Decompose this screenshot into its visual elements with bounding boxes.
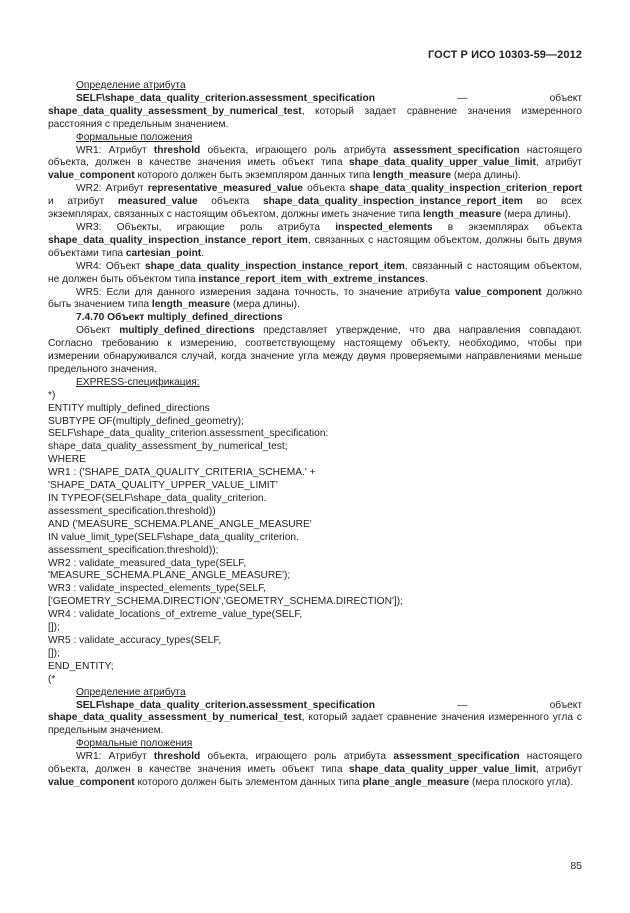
document-body [48,80,582,790]
code-line: 'MEASURE_SCHEMA.PLANE_ANGLE_MEASURE'); [48,570,291,582]
code-line: assessment_specification.threshold)) [48,505,216,517]
bold-term: cartesian_point [125,247,202,259]
rule-wr3 [48,222,582,261]
text-run: настоящего объекта, должен в качестве значения иметь объект типа [48,751,583,776]
bold-term: assessment_specification [393,144,520,156]
bold-term: shape_data_quality_inspection_instance_report_item [262,196,523,208]
text-run: WR1: Атрибут [76,751,154,763]
code-line: WHERE [48,454,86,466]
code-line: []); [48,622,60,634]
text-run: которого должен быть экземпляром данных типа [134,170,373,182]
code-line: []); [48,647,60,659]
bold-term: assessment_specification [393,751,520,763]
text-run: , который задает сравнение значения измеренного угла с предельным значением. [48,712,582,737]
bold-term: inspected_elements [335,221,433,233]
bold-term: value_component [454,286,542,298]
text-run: настоящего объекта, должен в качестве значения иметь объект типа [48,144,583,169]
express-heading: EXPRESS-спецификация: [76,376,200,388]
code-line: WR4 : validate_locations_of_extreme_value_type(SELF, [48,609,303,621]
bold-term: length_measure [151,299,231,311]
code-line: assessment_specification.threshold)); [48,544,219,556]
text-run: во всех экземплярах, связанных с настоящим объектом, должны иметь значение типа [48,196,582,221]
text-run: WR2: Атрибут [76,183,148,195]
formal-propositions-heading-2: Формальные положения [76,738,193,750]
formal-propositions-heading: Формальные положения [76,131,193,143]
text-run: (мера длины). [501,209,571,221]
text-run: Объект [76,325,120,337]
code-line: ['GEOMETRY_SCHEMA.DIRECTION','GEOMETRY_SCHEMA.DIRECTION']); [48,596,403,608]
rule-wr5 [48,287,582,313]
code-line: END_ENTITY; [48,660,114,672]
code-line: SELF\shape_data_quality_criterion.assessment_specification: [48,428,329,440]
rule-wr2 [48,183,582,222]
text-run: (мера плоского угла). [469,776,574,788]
rule-wr1-2 [48,751,582,790]
code-line: shape_data_quality_assessment_by_numerical_test; [48,441,288,453]
document-header: ГОСТ Р ИСО 10303-59—2012 [427,49,582,61]
code-line: WR2 : validate_measured_data_type(SELF, [48,557,247,569]
attr-def-heading: Определение атрибута [76,80,186,91]
bold-term: value_component [48,170,135,182]
code-line: IN value_limit_type(SELF\shape_data_quality_criterion. [48,531,299,543]
text-run: — объект [374,699,582,711]
text-run: которого должен быть элементом данных типа [134,776,363,788]
text-run: WR3: Объекты, играющие роль атрибута [76,221,336,233]
text-run: (мера длины). [451,170,521,182]
text-run: в экземплярах объекта [432,221,582,233]
text-run: WR5: Если для данного измерения задана точность, то значение атрибута [76,286,455,298]
bold-term: shape_data_quality_upper_value_limit [349,157,536,169]
bold-term: representative_measured_value [147,183,303,195]
express-code-block [48,390,582,687]
rule-wr1 [48,145,582,184]
bold-term: shape_data_quality_assessment_by_numerical_test [48,712,302,724]
rule-wr4 [48,261,582,287]
text-run: и атрибут [48,196,118,208]
bold-term: SELF\shape_data_quality_criterion.assessment_specification [76,699,375,711]
text-run: объекта, играющего роль атрибута [200,751,394,763]
bold-term: instance_report_item_with_extreme_instances [198,273,426,285]
bold-term: shape_data_quality_inspection_instance_report_item [48,234,308,246]
code-line: *) [48,389,56,401]
code-line: WR3 : validate_inspected_elements_type(SELF, [48,583,267,595]
code-line: AND ('MEASURE_SCHEMA.PLANE_ANGLE_MEASURE' [48,518,312,530]
text-run: , атрибут [535,764,583,776]
bold-term: value_component [48,776,135,788]
code-line: WR1 : ('SHAPE_DATA_QUALITY_CRITERIA_SCHEMA.' + [48,467,316,479]
bold-term: length_measure [423,209,502,221]
text-run: объекта, играющего роль атрибута [200,144,394,156]
bold-term: shape_data_quality_inspection_criterion_report [349,183,582,195]
text-run: WR4: Объект [76,260,145,272]
code-line: SUBTYPE OF(multiply_defined_geometry); [48,415,244,427]
text-run: представляет утверждение, что два направления совпадают. Согласно требованию к измерению, соответствующему настоящему объекту, необходимо, чтобы при измерении обнаруживался случай, когда значение угла между двумя проверяемыми направлениями меньше предельного значения. [48,325,582,375]
bold-term: multiply_defined_directions [119,325,255,337]
text-run: объекта [302,183,350,195]
code-line: IN TYPEOF(SELF\shape_data_quality_criterion. [48,493,267,504]
bold-term: shape_data_quality_assessment_by_numerical_test [48,105,302,117]
bold-term: measured_value [117,196,198,208]
text-run: , связанных с настоящим объектом, должны быть двумя объектами типа [48,234,582,259]
section-intro [48,325,582,377]
text-run: объекта [197,196,263,208]
bold-term: threshold [153,144,201,156]
code-line: 'SHAPE_DATA_QUALITY_UPPER_VALUE_LIMIT' [48,480,278,492]
bold-term: length_measure [372,170,451,182]
section-title: 7.4.70 Объект multiply_defined_directions [76,312,283,324]
bold-term: shape_data_quality_inspection_instance_report_item [145,260,405,272]
page-number: 85 [570,860,582,872]
code-line: ENTITY multiply_defined_directions [48,402,210,414]
bold-term: shape_data_quality_upper_value_limit [349,764,536,776]
text-run: , связанный с настоящим объектом, не должен быть объектом типа [48,260,582,285]
bold-term: plane_angle_measure [362,776,470,788]
text-run: . [201,247,205,259]
text-run: , который задает сравнение значения измеренного расстояния с предельным значением. [48,105,582,130]
bold-term: SELF\shape_data_quality_criterion.assessment_specification [76,92,375,104]
code-line: WR5 : validate_accuracy_types(SELF, [48,634,222,646]
bold-term: threshold [153,751,201,763]
text-run: . [425,273,428,285]
code-line: (* [48,673,56,685]
text-run: должно быть значением типа [48,286,582,311]
text-run: — объект [374,92,582,104]
text-run: , атрибут [535,157,583,169]
text-run: (мера длины). [230,299,300,311]
attr-def-paragraph [48,93,582,132]
attr-def-heading-2: Определение атрибута [76,686,186,698]
text-run: WR1: Атрибут [76,144,154,156]
attr-def-paragraph-2 [48,700,582,739]
